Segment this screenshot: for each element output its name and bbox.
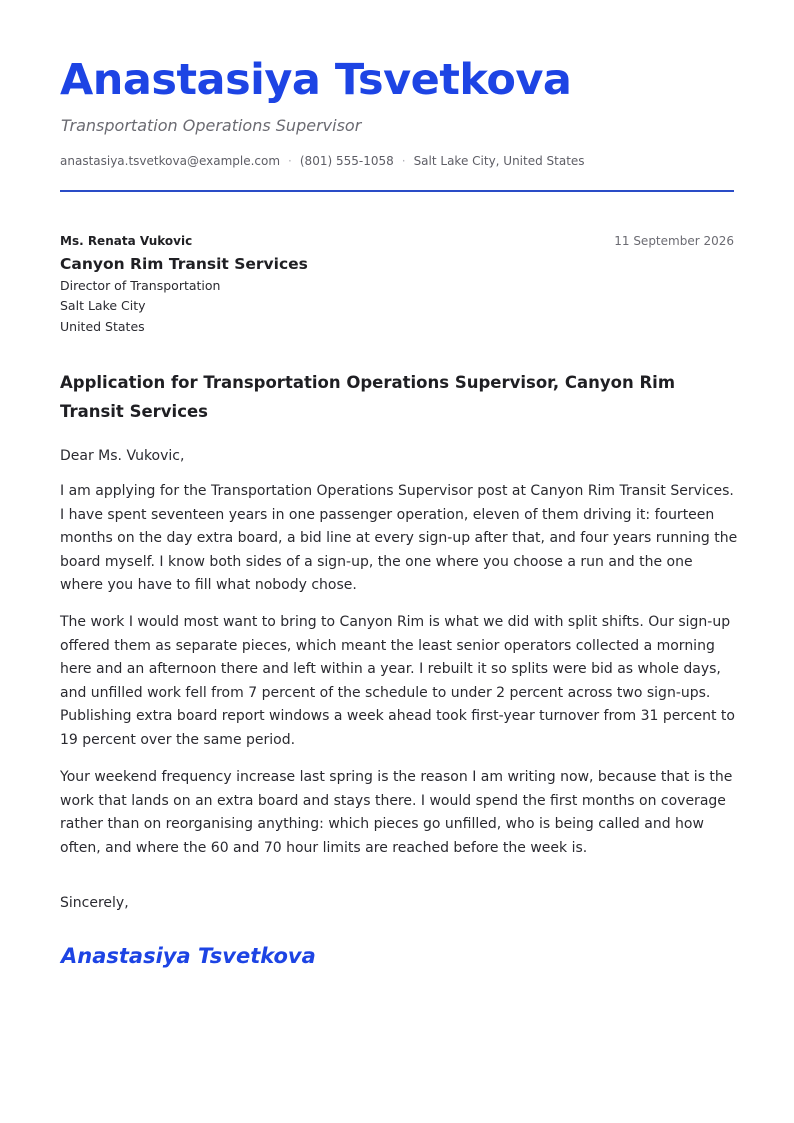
header-divider <box>60 190 734 192</box>
body-paragraph: I am applying for the Transportation Operations Supervisor post at Canyon Rim Transit Services. I have spent seventeen years in one passenger operation, eleven of them driving it: fourteen months on the day extra board, a bid line at every sign-up after that, and four years running the board myself. I know both sides of a sign-up, the one where you choose a run and the one where you have to fill what nobody chose. <box>60 483 738 593</box>
contact-separator: · <box>401 154 406 168</box>
recipient-company: Canyon Rim Transit Services <box>60 255 308 273</box>
contact-email[interactable]: anastasiya.tsvetkova@example.com <box>60 154 281 168</box>
applicant-name: Anastasiya Tsvetkova <box>60 55 572 105</box>
letter-date: 11 September 2026 <box>614 234 734 248</box>
salutation: Dear Ms. Vukovic, <box>60 448 185 464</box>
contact-location: Salt Lake City, United States <box>413 154 585 168</box>
contact-line <box>60 152 734 170</box>
recipient-name: Ms. Renata Vukovic <box>60 234 193 248</box>
applicant-title: Transportation Operations Supervisor <box>61 116 362 135</box>
body-paragraph: The work I would most want to bring to Canyon Rim is what we did with split shifts. Our sign-up offered them as separate pieces, which meant the least senior operators collected a morning here and an afternoon there and left within a year. I rebuilt it so splits were bid as whole days, and unfilled work fell from 7 percent of the schedule to under 2 percent across two sign-ups. Publishing extra board report windows a week ahead took first-year turnover from 31 percent to 19 percent over the same period. <box>60 614 735 748</box>
recipient-address-line: United States <box>60 319 145 334</box>
body-paragraph: Your weekend frequency increase last spring is the reason I am writing now, because that is the work that lands on an extra board and stays there. I would spend the first months on coverage rather than on reorganising anything: which pieces go unfilled, who is being called and how often, and where the 60 and 70 hour limits are reached before the week is. <box>60 769 733 856</box>
recipient-address-line: Director of Transportation <box>60 278 221 293</box>
contact-phone[interactable]: (801) 555-1058 <box>299 154 394 168</box>
signature: Anastasiya Tsvetkova <box>61 944 316 968</box>
recipient-address-line: Salt Lake City <box>60 298 146 313</box>
closing: Sincerely, <box>60 895 129 911</box>
contact-separator: · <box>288 154 292 168</box>
letter-subject: Application for Transportation Operations Supervisor, Canyon Rim Transit Services <box>60 373 676 421</box>
